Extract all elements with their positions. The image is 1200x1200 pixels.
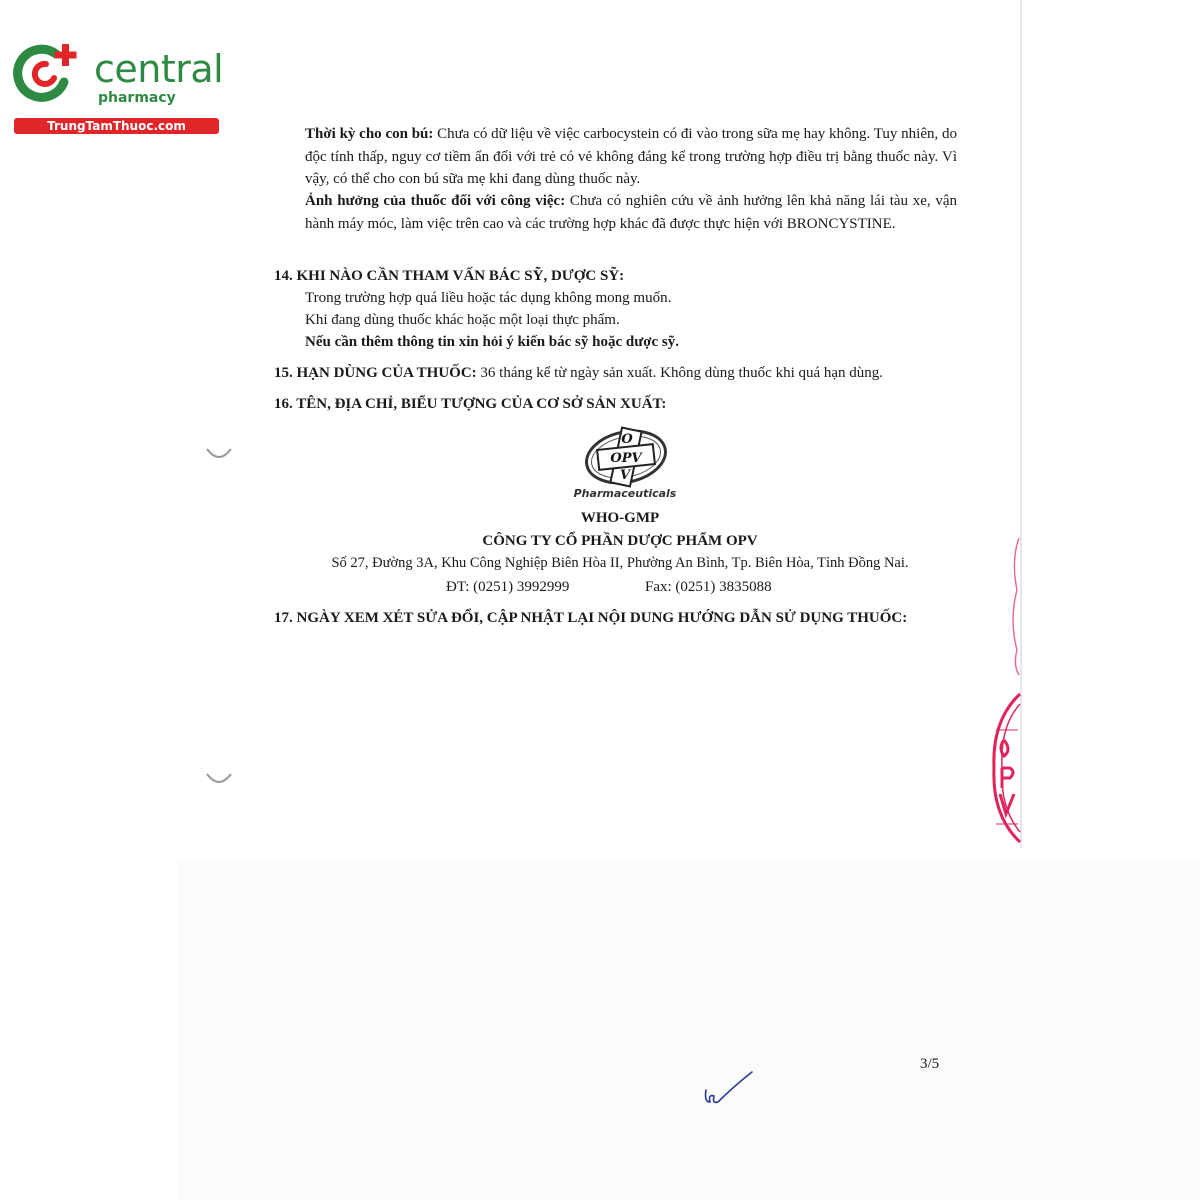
company-address: Số 27, Đường 3A, Khu Công Nghiệp Biên Hòa II, Phường An Bình, Tp. Biên Hòa, Tỉnh Đồng Nai. bbox=[331, 555, 909, 571]
work-effect-paragraph bbox=[305, 190, 957, 235]
section-14-line-3: Nếu cần thêm thông tin xin hỏi ý kiến bác sỹ hoặc dược sỹ. bbox=[305, 334, 680, 350]
company-fax: Fax: (0251) 3835088 bbox=[645, 579, 772, 595]
breastfeeding-paragraph bbox=[305, 123, 957, 191]
section-14-line-2: Khi đang dùng thuốc khác hoặc một loại thực phẩm. bbox=[305, 312, 620, 328]
company-seal-stamp-icon bbox=[988, 690, 1022, 845]
section-15-heading: 15. HẠN DÙNG CỦA THUỐC: bbox=[274, 365, 477, 381]
opv-logo-caption: Pharmaceuticals bbox=[573, 487, 677, 500]
watermark-brand: central bbox=[94, 47, 224, 91]
opv-logo-middle-letters: OPV bbox=[610, 451, 642, 466]
watermark-url: TrungTamThuoc.com bbox=[14, 118, 219, 134]
scan-shadow bbox=[178, 860, 1200, 1200]
section-16-heading: 16. TÊN, ĐỊA CHỈ, BIỂU TƯỢNG CỦA CƠ SỞ SẢN XUẤT: bbox=[274, 396, 667, 412]
work-effect-text: Chưa có nghiên cứu về ảnh hưởng lên khả năng lái tàu xe, vận hành máy móc, làm việc trên cao và các trường hợp khác đã được thực hiện với BRONCYSTINE. bbox=[305, 193, 957, 232]
section-15-text: 36 tháng kể từ ngày sản xuất. Không dùng thuốc khi quá hạn dùng. bbox=[476, 365, 884, 381]
company-name: CÔNG TY CỔ PHẦN DƯỢC PHẨM OPV bbox=[482, 533, 758, 549]
opv-logo-top-letter: O bbox=[621, 432, 633, 447]
opv-logo-bottom-letter: V bbox=[619, 468, 631, 483]
breastfeeding-label: Thời kỳ cho con bú: bbox=[305, 126, 434, 142]
section-14-line-1: Trong trường hợp quá liều hoặc tác dụng không mong muốn. bbox=[305, 290, 672, 306]
red-stamp-trace-icon bbox=[1005, 530, 1023, 680]
watermark-sub: pharmacy bbox=[98, 90, 176, 106]
who-gmp-label: WHO-GMP bbox=[580, 510, 660, 526]
section-14-heading: 14. KHI NÀO CẦN THAM VẤN BÁC SỸ, DƯỢC SỸ: bbox=[274, 268, 625, 284]
binder-hole-icon bbox=[205, 770, 233, 788]
watermark-logo bbox=[10, 38, 224, 136]
section-15 bbox=[274, 362, 958, 385]
section-17-heading: 17. NGÀY XEM XÉT SỬA ĐỔI, CẬP NHẬT LẠI NỘI DUNG HƯỚNG DẪN SỬ DỤNG THUỐC: bbox=[274, 610, 908, 626]
page-number: 3/5 bbox=[920, 1056, 940, 1072]
binder-hole-icon bbox=[205, 445, 233, 463]
breastfeeding-text: Chưa có dữ liệu về việc carbocystein có đi vào trong sữa mẹ hay không. Tuy nhiên, do độc tính thấp, nguy cơ tiềm ẩn đối với trẻ có vẻ không đáng kể trong trường hợp điều trị bằng thuốc này. Vì vậy, có thể cho con bú sữa mẹ khi đang dùng thuốc này. bbox=[305, 126, 957, 187]
signature-checkmark-icon bbox=[700, 1068, 756, 1110]
central-pharmacy-logo-icon bbox=[10, 38, 82, 110]
work-effect-label: Ảnh hưởng của thuốc đối với công việc: bbox=[305, 193, 566, 209]
company-phone: ĐT: (0251) 3992999 bbox=[446, 579, 570, 595]
